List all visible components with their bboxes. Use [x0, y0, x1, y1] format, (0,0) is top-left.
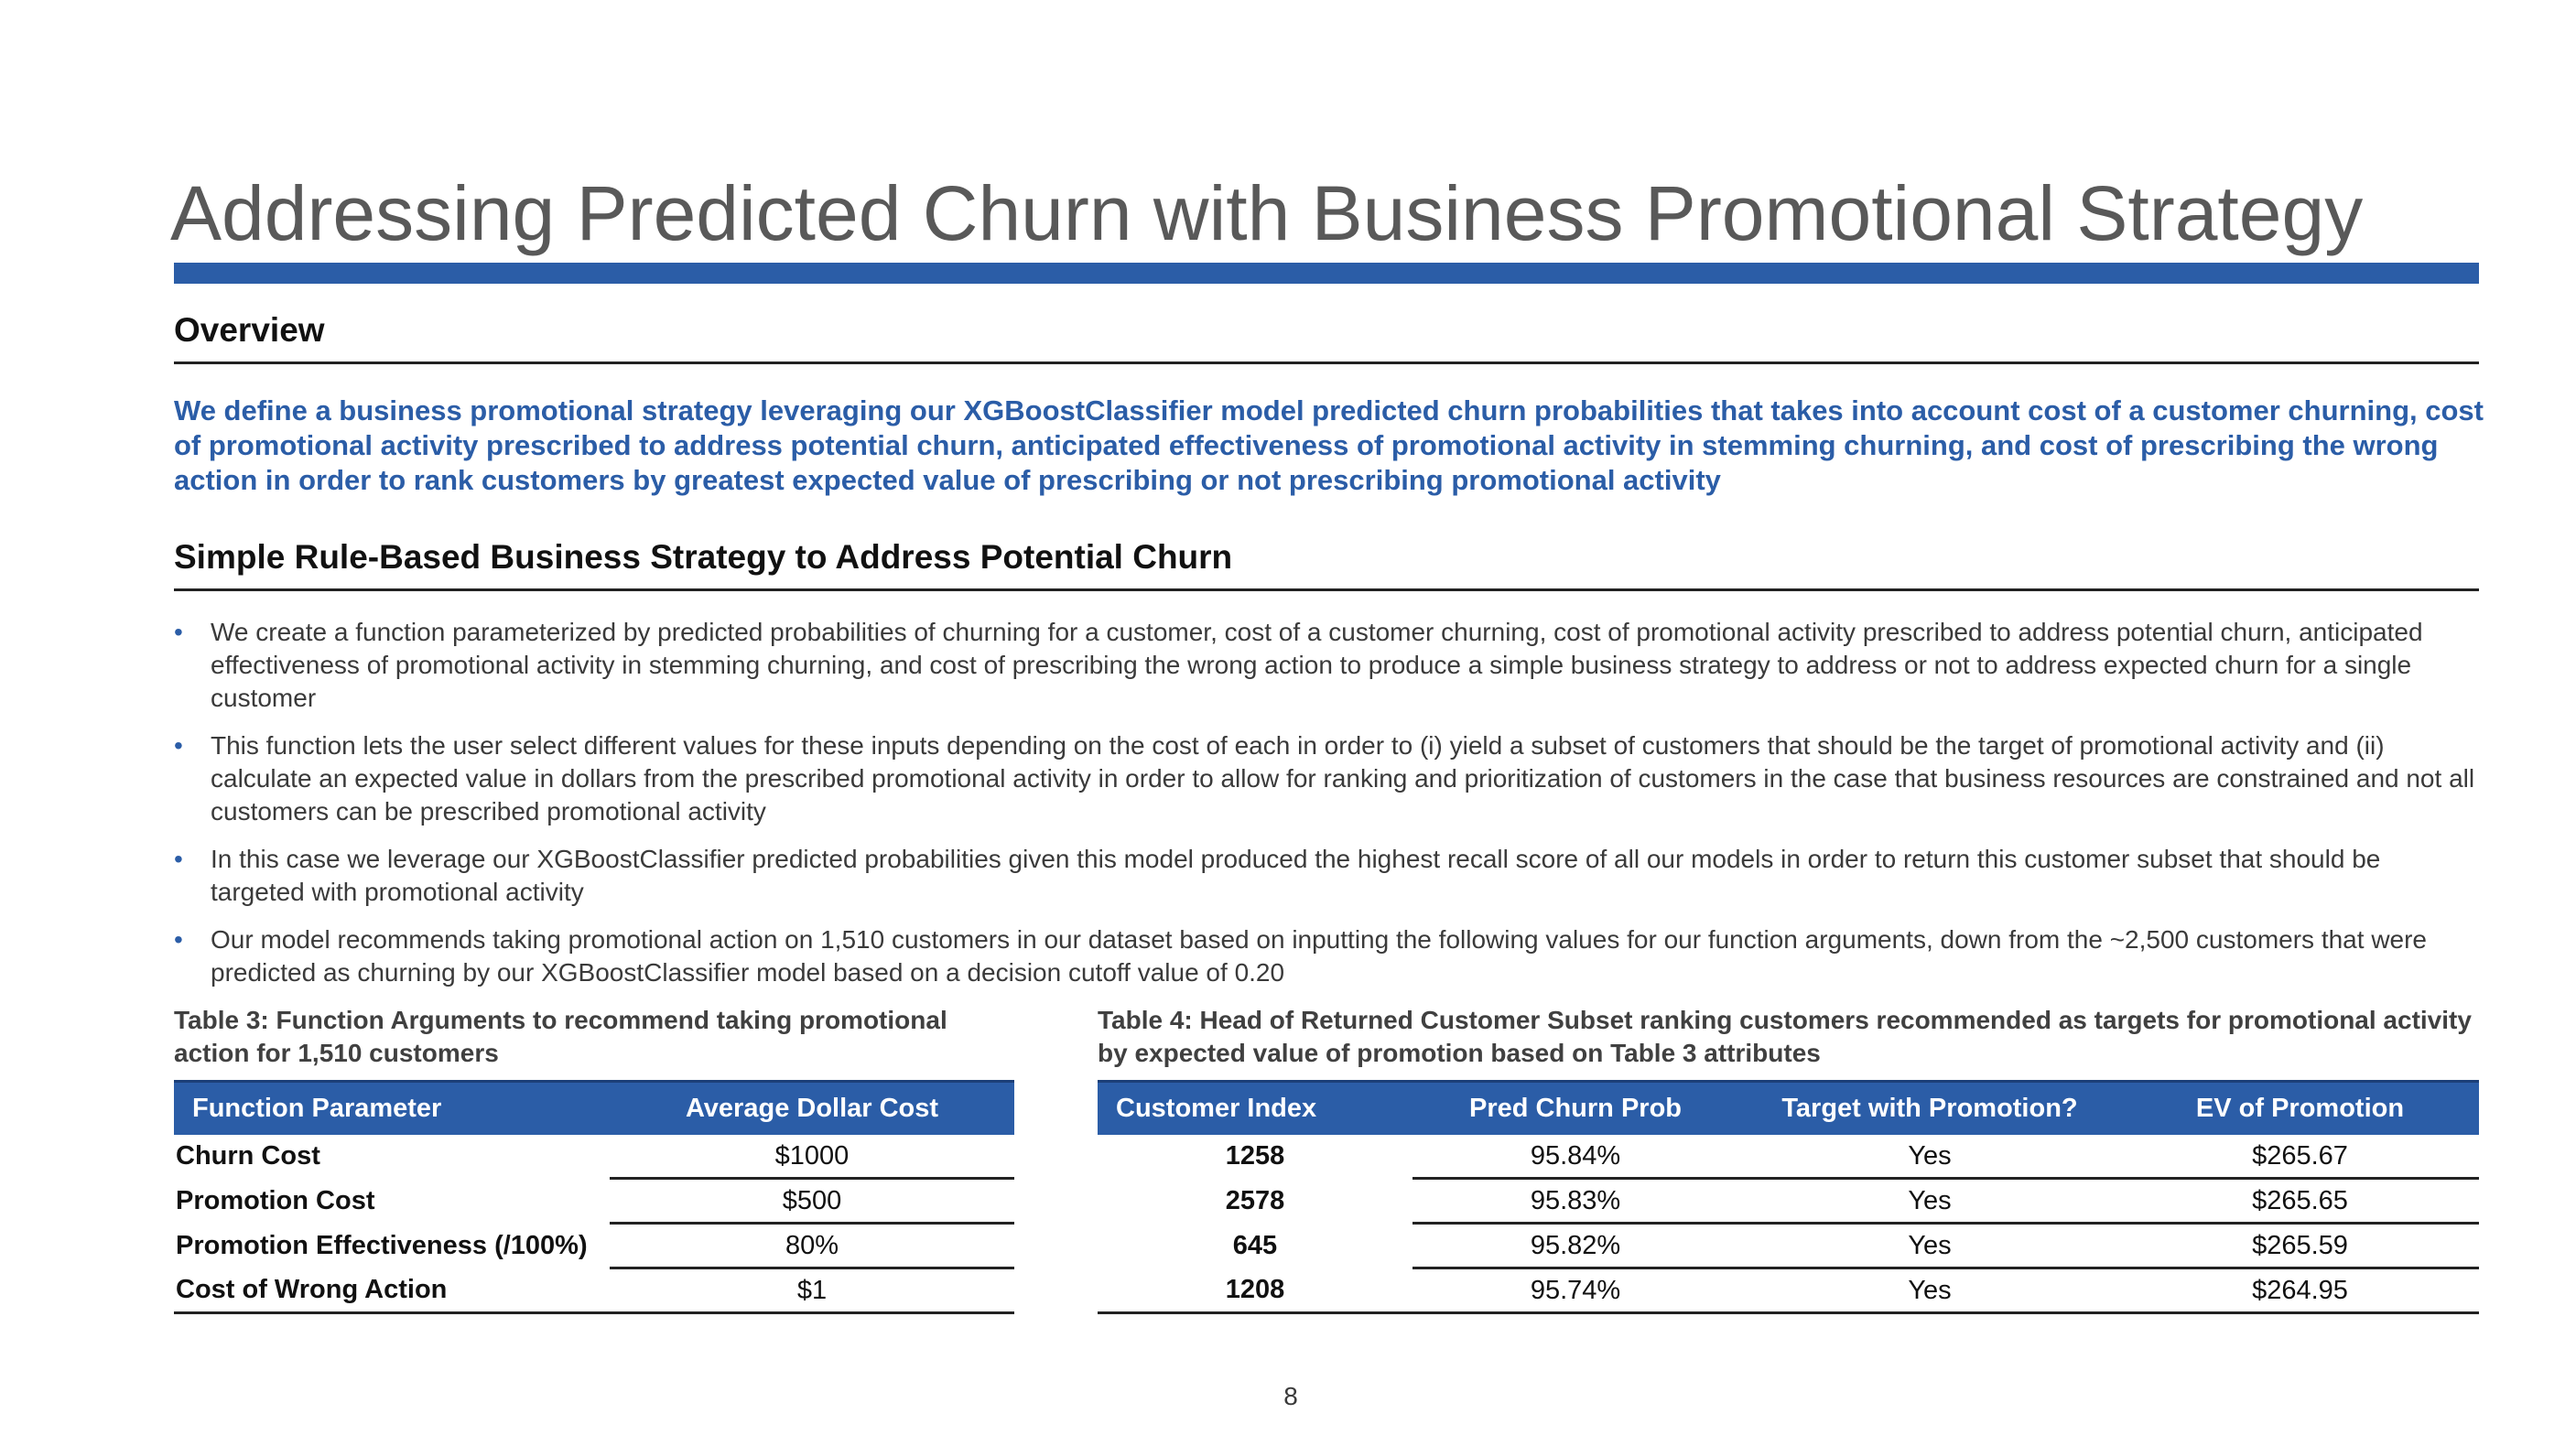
- target-cell: Yes: [1738, 1224, 2121, 1268]
- overview-text: We define a business promotional strategy leveraging our XGBoostClassifier model predicted churn probabilities that takes into account cost of a customer churning, cost of promotional activity prescribed to address potential churn, anticipated effectiveness of promotional activity in stemming churning, and cost of prescribing the wrong action in order to rank customers by greatest expected value of prescribing or not prescribing promotional activity: [174, 394, 2484, 496]
- bullet-text: In this case we leverage our XGBoostClassifier predicted probabilities given this model produced the highest recall score of all our models in order to return this customer subset that should be targeted with promotional activity: [211, 845, 2381, 906]
- ev-cell: $264.95: [2121, 1268, 2479, 1313]
- table-row: [1098, 1135, 2479, 1179]
- bullet-text: Our model recommends taking promotional action on 1,510 customers in our dataset based on inputting the following values for our function arguments, down from the ~2,500 customers that were predicted as churning by our XGBoostClassifier model based on a decision cutoff value of 0.20: [211, 925, 2428, 987]
- table-row: [1098, 1179, 2479, 1224]
- parameter-cell: Churn Cost: [176, 1141, 320, 1171]
- table4-caption: Table 4: Head of Returned Customer Subset ranking customers recommended as targets for promotional activity by expected value of promotion based on Table 3 attributes: [1098, 1006, 2472, 1067]
- title-accent-bar: [174, 263, 2479, 284]
- churn-prob-cell: 95.82%: [1412, 1224, 1738, 1268]
- column-header: Function Parameter: [174, 1082, 610, 1136]
- table-header-row: [1098, 1082, 2479, 1136]
- table-row: [174, 1224, 1014, 1268]
- table-row: [174, 1135, 1014, 1179]
- customer-index-cell: 1208: [1098, 1268, 1412, 1313]
- column-header: Average Dollar Cost: [610, 1082, 1014, 1136]
- slide-title: Addressing Predicted Churn with Business Promotional Strategy: [170, 170, 2364, 256]
- ev-cell: $265.59: [2121, 1224, 2479, 1268]
- table-row: [1098, 1268, 2479, 1313]
- column-header: Pred Churn Prob: [1412, 1082, 1738, 1136]
- table3-caption: Table 3: Function Arguments to recommend taking promotional action for 1,510 customers: [174, 1006, 947, 1067]
- customer-index-cell: 1258: [1225, 1141, 1285, 1171]
- column-header: EV of Promotion: [2121, 1082, 2479, 1136]
- column-header: Target with Promotion?: [1738, 1082, 2121, 1136]
- bullet-dot-icon: •: [174, 925, 183, 954]
- table-row: [174, 1268, 1014, 1313]
- strategy-bullet-list: [174, 616, 2481, 1004]
- target-cell: Yes: [1738, 1268, 2121, 1313]
- table-row: [174, 1179, 1014, 1224]
- customer-index-cell: 2578: [1225, 1185, 1285, 1215]
- parameter-cell: Promotion Cost: [176, 1185, 375, 1215]
- ev-cell: $265.67: [2121, 1135, 2479, 1179]
- list-item: [174, 923, 2481, 989]
- customer-index-cell: 645: [1232, 1230, 1278, 1260]
- list-item: [174, 729, 2481, 828]
- bullet-dot-icon: •: [174, 731, 183, 760]
- column-header: Customer Index: [1098, 1082, 1412, 1136]
- overview-heading: Overview: [174, 311, 2479, 364]
- churn-prob-cell: 95.84%: [1412, 1135, 1738, 1179]
- customer-subset-table: [1098, 1080, 2479, 1314]
- churn-prob-cell: 95.83%: [1412, 1179, 1738, 1224]
- target-cell: Yes: [1738, 1179, 2121, 1224]
- parameter-cell: Promotion Effectiveness (/100%): [176, 1230, 588, 1260]
- churn-prob-cell: 95.74%: [1412, 1268, 1738, 1313]
- table-row: [1098, 1224, 2479, 1268]
- function-arguments-table: [174, 1080, 1014, 1314]
- cost-cell: 80%: [610, 1224, 1014, 1268]
- ev-cell: $265.65: [2121, 1179, 2479, 1224]
- parameter-cell: Cost of Wrong Action: [174, 1268, 610, 1313]
- page-number: 8: [1283, 1382, 1298, 1410]
- target-cell: Yes: [1738, 1135, 2121, 1179]
- list-item: [174, 843, 2481, 909]
- list-item: [174, 616, 2481, 715]
- bullet-text: We create a function parameterized by predicted probabilities of churning for a customer, cost of a customer churning, cost of promotional activity prescribed to address potential churn, anticipated effectiveness of promotional activity in stemming churning, and cost of prescribing the wrong action to produce a simple business strategy to address or not to address expected churn for a single customer: [211, 618, 2423, 712]
- bullet-text: This function lets the user select different values for these inputs depending on the cost of each in order to (i) yield a subset of customers that should be the target of promotional activity and (ii) calculate an expected value in dollars from the prescribed promotional activity in order to allow for ranking and prioritization of customers in the case that business resources are constrained and not all customers can be prescribed promotional activity: [211, 731, 2475, 826]
- bullet-dot-icon: •: [174, 845, 183, 873]
- bullet-dot-icon: •: [174, 618, 183, 646]
- cost-cell: $500: [610, 1179, 1014, 1224]
- table-header-row: [174, 1082, 1014, 1136]
- cost-cell: $1: [610, 1268, 1014, 1313]
- strategy-heading: Simple Rule-Based Business Strategy to Address Potential Churn: [174, 538, 2479, 591]
- cost-cell: $1000: [610, 1135, 1014, 1179]
